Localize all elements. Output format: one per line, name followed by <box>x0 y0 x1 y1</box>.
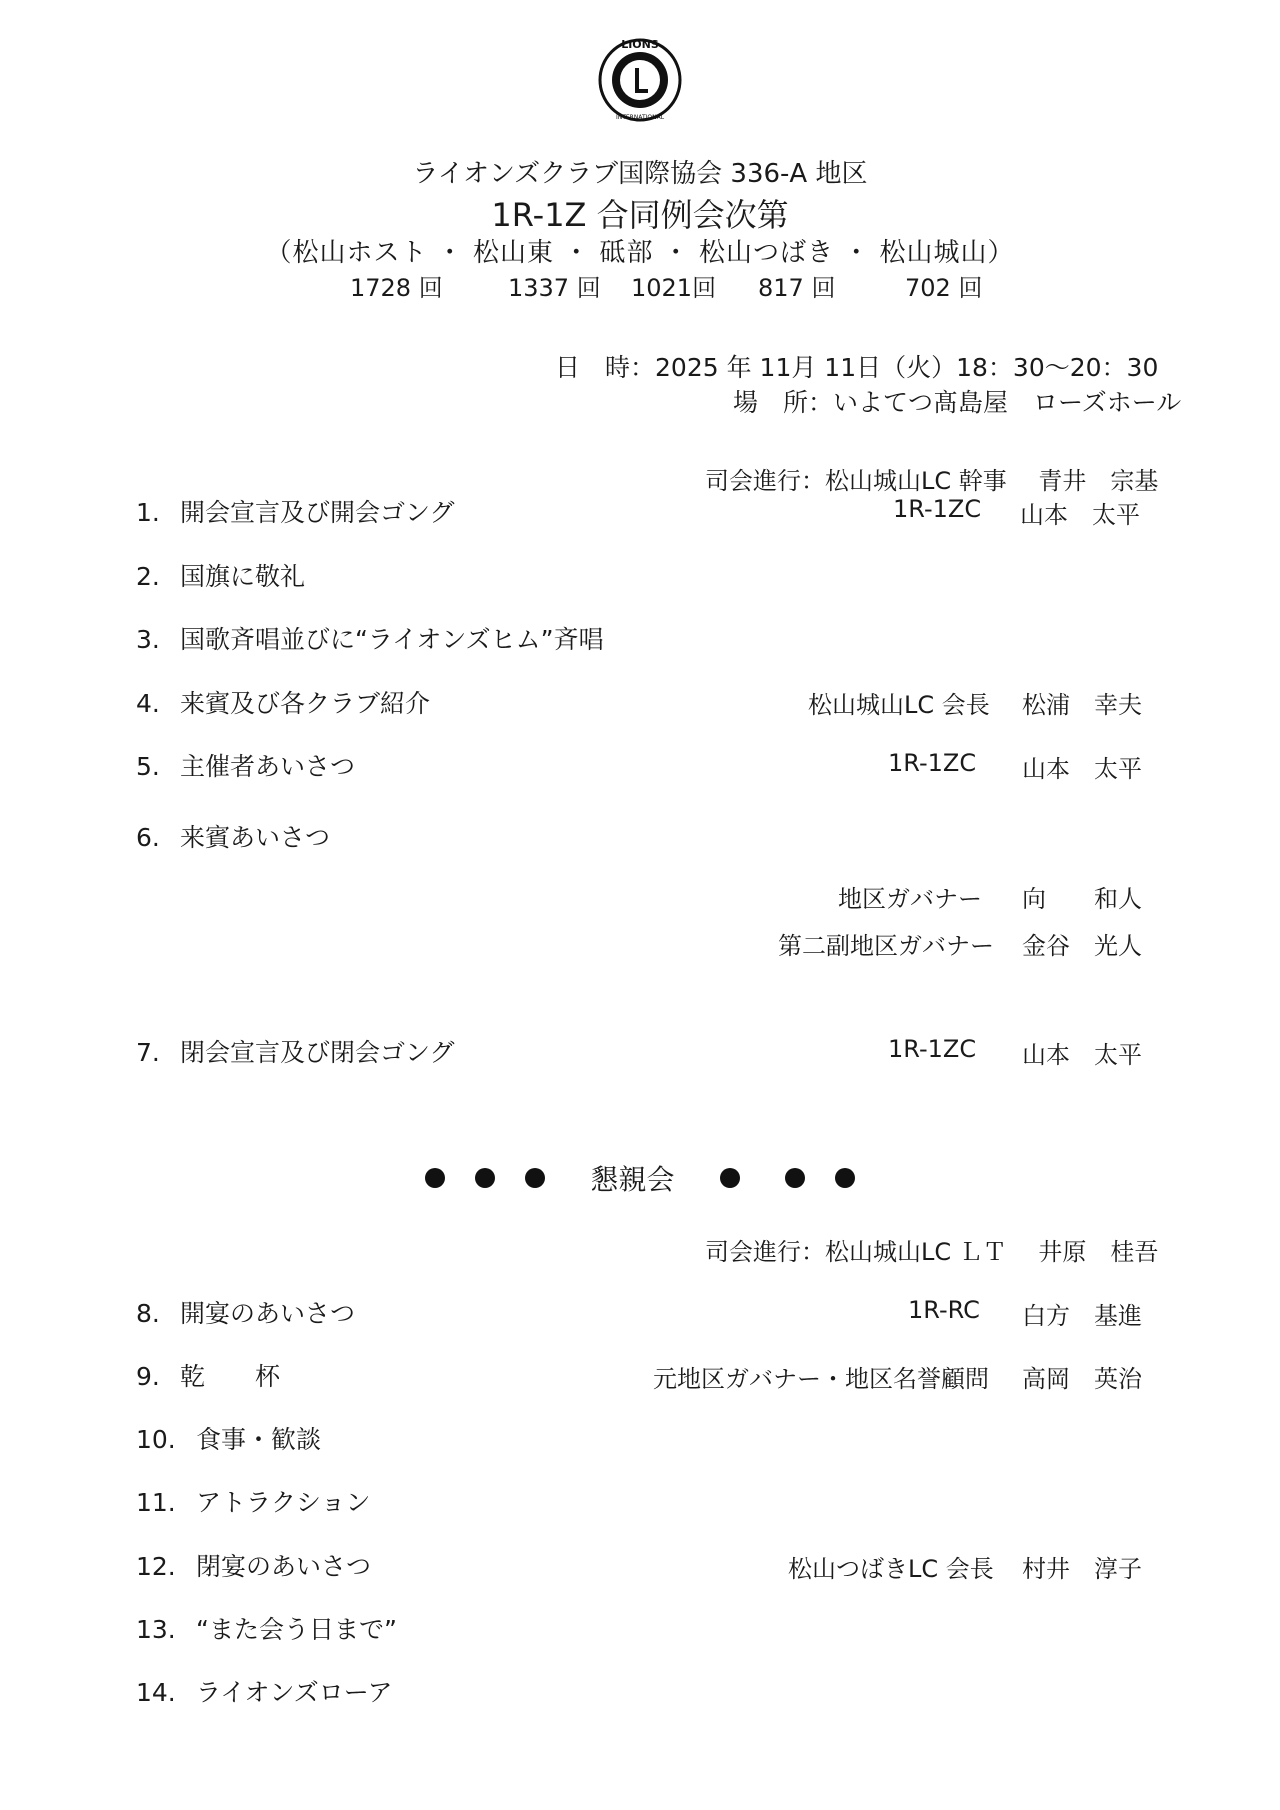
count-shiroyama: 702 回 <box>905 274 983 302</box>
program-item-6: 6. 来賓あいさつ <box>136 823 330 852</box>
date-label: 日 時： <box>555 353 656 382</box>
guest-1-role: 地区ガバナー <box>838 885 982 913</box>
place-label: 場 所： <box>733 388 834 417</box>
bullet-dot <box>425 1168 445 1188</box>
guest-2-name: 金谷 光人 <box>1022 932 1142 960</box>
count-tsubaki: 817 回 <box>758 274 836 302</box>
program-item-2: 2. 国旗に敬礼 <box>136 562 305 591</box>
program-item-8-name: 白方 基進 <box>1022 1302 1142 1330</box>
mc-line-2: 司会進行：松山城山LC ＬＴ 井原 桂吾 <box>705 1238 1159 1266</box>
program-item-7-name: 山本 太平 <box>1022 1041 1142 1069</box>
lions-logo <box>593 28 687 132</box>
program-item-14: 14. ライオンズローア <box>136 1678 393 1707</box>
guest-1-name: 向 和人 <box>1022 885 1142 913</box>
date-row <box>555 348 1158 384</box>
svg-text:LIONS: LIONS <box>621 38 659 51</box>
date-value: 2025 年 11月 11日（火）18：30〜20：30 <box>655 353 1159 382</box>
program-item-13: 13. “また会う日まで” <box>136 1615 397 1644</box>
konshinkai-label: 懇親会 <box>590 1163 675 1196</box>
program-item-9-role: 元地区ガバナー・地区名誉顧問 <box>653 1365 989 1393</box>
program-item-1-name: 山本 太平 <box>1020 501 1140 529</box>
organization-line: ライオンズクラブ国際協会 336-A 地区 <box>412 159 868 189</box>
program-item-12: 12. 閉宴のあいさつ <box>136 1552 372 1581</box>
program-item-5: 5. 主催者あいさつ <box>136 752 355 781</box>
mc-line-1: 司会進行：松山城山LC 幹事 青井 宗基 <box>705 467 1159 495</box>
place-value: いよてつ髙島屋 ローズホール <box>833 388 1182 417</box>
program-item-9-name: 高岡 英治 <box>1022 1365 1142 1393</box>
program-item-5-name: 山本 太平 <box>1022 755 1142 783</box>
bullet-dot <box>525 1168 545 1188</box>
program-item-7: 7. 閉会宣言及び閉会ゴング <box>136 1038 455 1067</box>
program-item-12-name: 村井 淳子 <box>1022 1555 1142 1583</box>
count-matsuyama-east: 1337 回 <box>508 274 601 302</box>
bullet-dot <box>720 1168 740 1188</box>
program-item-8: 8. 開宴のあいさつ <box>136 1299 355 1328</box>
bullet-dot <box>475 1168 495 1188</box>
program-item-1: 1. 開会宣言及び開会ゴング <box>136 498 455 527</box>
program-item-4: 4. 来賓及び各クラブ紹介 <box>136 689 430 718</box>
program-item-12-role: 松山つばきLC 会長 <box>788 1555 994 1583</box>
program-item-4-name: 松浦 幸夫 <box>1022 691 1142 719</box>
program-item-8-role: 1R-RC <box>908 1296 980 1324</box>
konshinkai-heading <box>0 1158 1280 1198</box>
count-tobe: 1021回 <box>631 274 717 302</box>
count-matsuyama-host: 1728 回 <box>350 274 443 302</box>
place-row <box>733 383 1181 419</box>
program-item-3: 3. 国歌斉唱並びに“ライオンズヒム”斉唱 <box>136 625 604 654</box>
program-item-5-role: 1R-1ZC <box>888 749 977 777</box>
clubs-line: （松山ホスト ・ 松山東 ・ 砥部 ・ 松山つばき ・ 松山城山） <box>265 238 1015 268</box>
program-item-9: 9. 乾 杯 <box>136 1362 280 1391</box>
program-item-4-role: 松山城山LC 会長 <box>808 691 990 719</box>
bullet-dot <box>835 1168 855 1188</box>
bullet-dot <box>785 1168 805 1188</box>
guest-2-role: 第二副地区ガバナー <box>778 932 994 960</box>
program-item-11: 11. アトラクション <box>136 1488 371 1517</box>
program-item-7-role: 1R-1ZC <box>888 1035 977 1063</box>
document-title: 1R-1Z 合同例会次第 <box>491 196 789 234</box>
program-item-10: 10. 食事・歓談 <box>136 1425 322 1454</box>
program-item-1-role: 1R-1ZC <box>893 495 982 523</box>
svg-text:INTERNATIONAL: INTERNATIONAL <box>615 114 665 121</box>
